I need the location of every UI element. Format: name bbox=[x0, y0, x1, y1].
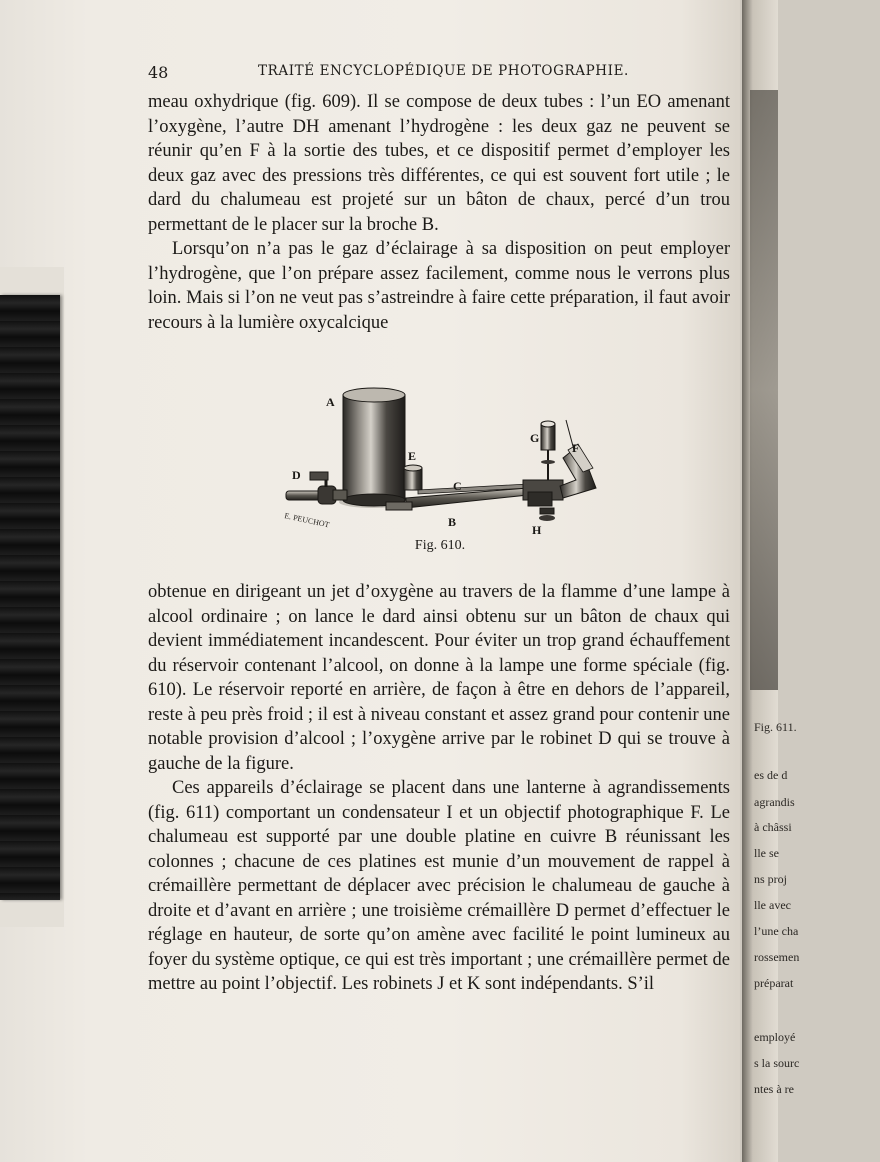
paragraph: Ces appareils d’éclairage se placent dans une lanterne à agrandissements (fig. 611) comportant un condensateur I et un objectif photographique F. Le chalumeau est supporté par une double platine en cuivre B réunissant les colonnes ; chacune de ces platines est munie d’un mouvement de rappel à crémaillère permettant de déplacer avec précision le chalumeau de gauche à droite et d’avant en arrière ; une troisième crémaillère D permet d’effectuer le réglage en hauteur, de sorte qu’on amène avec facilité le point lumineux au foyer du système optique, ce qui est très important ; une crémaillère permet de mettre au point l’objectif. Les robinets J et K sont indépendants. S’il bbox=[148, 778, 730, 994]
running-title: TRAITÉ ENCYCLOPÉDIQUE DE PHOTOGRAPHIE. bbox=[258, 63, 629, 79]
adjacent-page-fragment: s la sourc bbox=[754, 1056, 800, 1070]
page-number: 48 bbox=[148, 63, 169, 82]
figure-label-C: C bbox=[453, 479, 462, 493]
engraver-signature: E. PEUCHOT bbox=[283, 511, 331, 530]
adjacent-page-fragment: ns proj bbox=[754, 872, 787, 886]
adjacent-page-fragment: ntes à re bbox=[754, 1082, 794, 1096]
adjacent-page-fragment: lle se bbox=[754, 846, 779, 860]
paragraph: meau oxhydrique (fig. 609). Il se compose de deux tubes : l’un EO amenant l’oxygène, l’autre DH amenant l’hydrogène : les deux gaz ne peuvent se réunir qu’en F à la sortie des tubes, et ce dispositif permet d’employer les deux gaz avec des pressions très différentes, ce qui est souvent fort utile ; le dard du chalumeau est projeté sur un bâton de chaux, percé d’un trou permettant de le placer sur la broche B. bbox=[148, 92, 730, 235]
figure-label-A: A bbox=[326, 395, 335, 409]
figure-label-E: E bbox=[408, 449, 417, 463]
paragraph: obtenue en dirigeant un jet d’oxygène au travers de la flamme d’une lampe à alcool ordinaire ; on lance le dard ainsi obtenu sur un bâton de chaux qui devient immédiatement incandescent. Pour éviter un trop grand échauffement du réservoir contenant l’alcool, on donne à la lampe une forme spéciale (fig. 610). Le réservoir reporté en arrière, de façon à être en dehors de l’appareil, reste à peu près froid ; il est à niveau constant et assez grand pour contenir une notable provision d’alcool ; l’oxygène arrive par le robinet D qui se trouve à gauche de la figure. bbox=[148, 582, 730, 774]
figure-label-F: F bbox=[572, 441, 580, 455]
adjacent-page-fragment: l’une cha bbox=[754, 924, 799, 938]
adjacent-page-fragment: es de d bbox=[754, 768, 788, 782]
ribbon-band bbox=[0, 295, 60, 900]
bookmark-ribbon bbox=[0, 267, 64, 927]
adjacent-page-fragment: agrandis bbox=[754, 795, 795, 809]
text-block-top bbox=[148, 90, 730, 335]
running-header bbox=[148, 61, 730, 83]
adjacent-page-edge bbox=[742, 0, 800, 1162]
figure-caption: Fig. 610. bbox=[414, 538, 466, 553]
adjacent-page-fragment: préparat bbox=[754, 976, 794, 990]
text-block-bottom bbox=[148, 580, 730, 997]
figure-label-D: D bbox=[292, 468, 301, 482]
adjacent-page-fragment: lle avec bbox=[754, 898, 791, 912]
adjacent-page-fragment: Fig. 611. bbox=[754, 720, 797, 734]
figure-label-H: H bbox=[532, 523, 542, 537]
paragraph: Lorsqu’on n’a pas le gaz d’éclairage à sa disposition on peut employer l’hydrogène, que l’on prépare assez facilement, comme nous le verrons plus loin. Mais si l’on ne veut pas s’astreindre à faire cette préparation, il faut avoir recours à la lumière oxycalcique bbox=[148, 239, 730, 333]
adjacent-page-illustration bbox=[750, 90, 778, 690]
adjacent-page-fragment: employé bbox=[754, 1030, 796, 1044]
figure-610-illustration bbox=[278, 380, 608, 550]
adjacent-page-fragment: à châssi bbox=[754, 820, 792, 834]
figure-label-B: B bbox=[448, 515, 457, 529]
adjacent-page-fragment: rossemen bbox=[754, 950, 800, 964]
figure-label-G: G bbox=[530, 431, 540, 445]
